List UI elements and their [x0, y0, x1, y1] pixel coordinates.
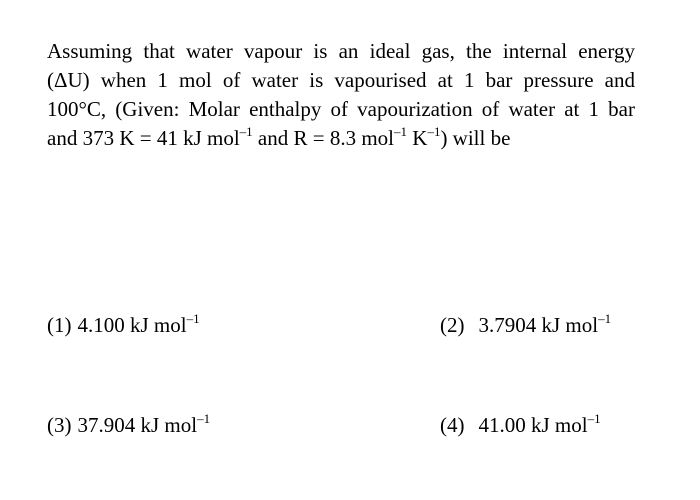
question-line-4-exponent-1: –1 [239, 124, 253, 139]
option-2-value: 3.7904 kJ mol [478, 313, 599, 337]
question-line-1: Assuming that water vapour is an ideal gas, the internal energy [47, 39, 635, 63]
option-2[interactable] [440, 311, 611, 339]
option-3[interactable] [47, 411, 210, 439]
option-1-number: (1) [47, 313, 72, 337]
option-3-number: (3) [47, 413, 72, 437]
question-text [47, 37, 635, 153]
option-4-value: 41.00 kJ mol [478, 413, 588, 437]
option-4[interactable] [440, 411, 601, 439]
option-3-value: 37.904 kJ mol [77, 413, 198, 437]
question-line-4-part-c: K [407, 126, 428, 150]
question-line-4 [47, 124, 635, 153]
question-line-4-part-b: and R = 8.3 mol [252, 126, 395, 150]
option-4-exponent: –1 [587, 411, 601, 426]
question-line-4-part-a: and 373 K = 41 kJ mol [47, 126, 240, 150]
option-2-number: (2) [440, 313, 465, 337]
question-line-4-exponent-3: –1 [427, 124, 441, 139]
option-1-value: 4.100 kJ mol [77, 313, 187, 337]
option-4-number: (4) [440, 413, 465, 437]
question-line-2: (ΔU) when 1 mol of water is vapourised at 1 bar pressure and [47, 68, 635, 92]
question-line-4-part-d: ) will be [440, 126, 511, 150]
option-3-exponent: –1 [197, 411, 211, 426]
question-line-3: 100°C, (Given: Molar enthalpy of vapourization of water at 1 bar [47, 97, 635, 121]
option-1-exponent: –1 [186, 311, 200, 326]
option-1[interactable] [47, 311, 200, 339]
question-line-4-exponent-2: –1 [394, 124, 408, 139]
option-2-exponent: –1 [598, 311, 612, 326]
